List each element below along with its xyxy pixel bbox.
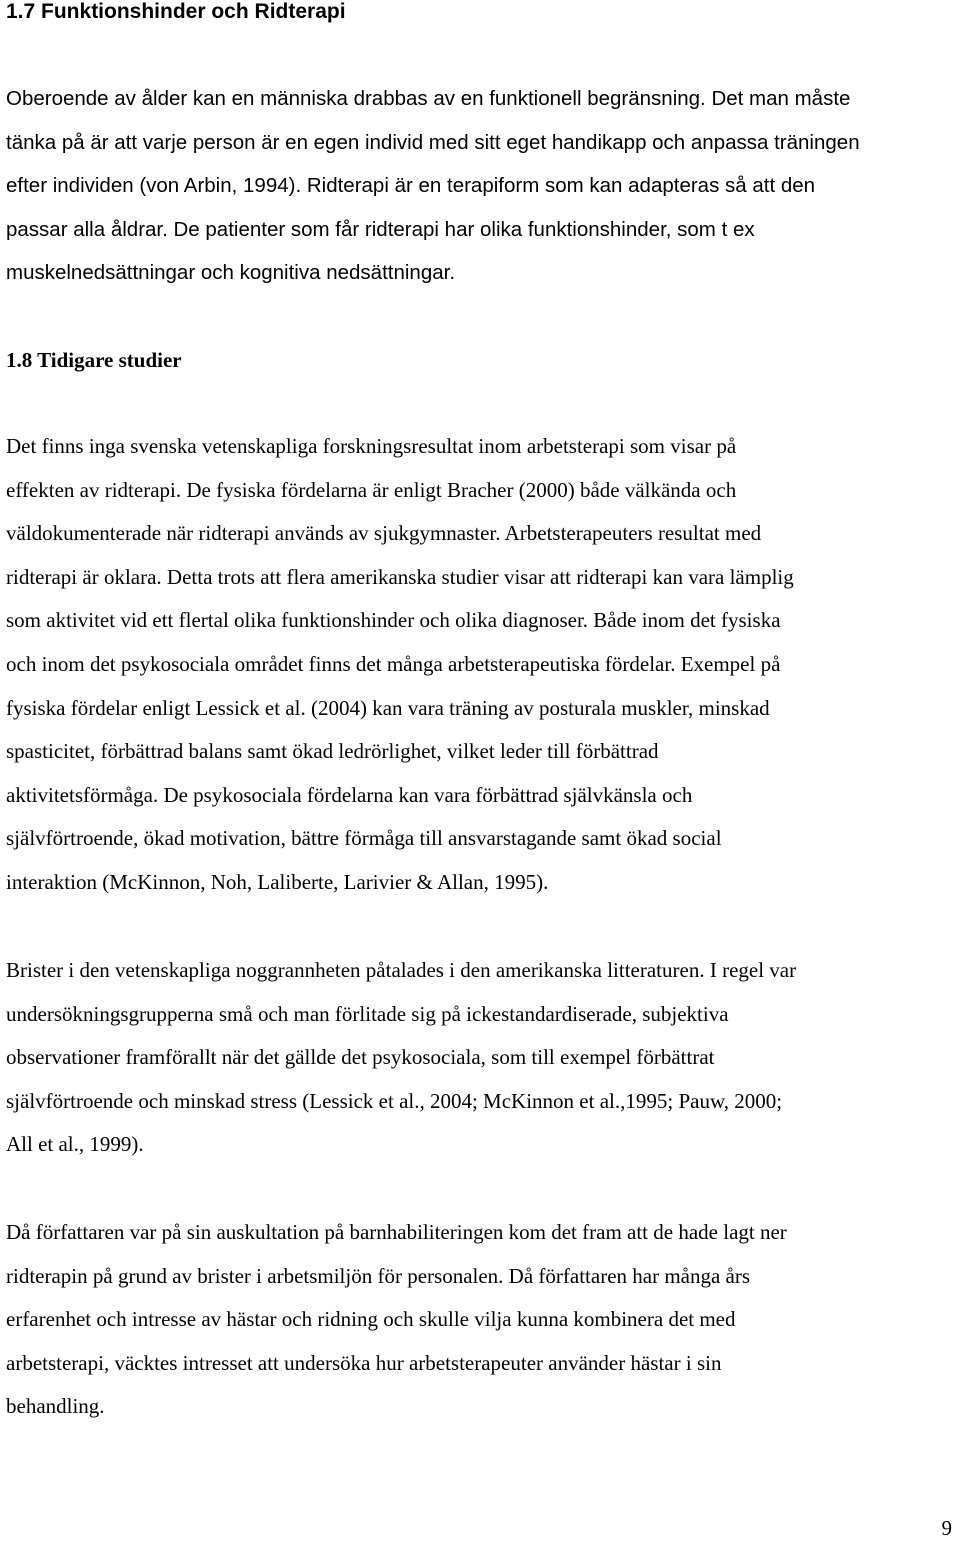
text-line: Då författaren var på sin auskultation på barnhabiliteringen kom det fram att de hade lagt ner — [6, 1220, 787, 1244]
paragraph-1-8-a — [6, 425, 956, 905]
text-line: efter individen (von Arbin, 1994). Ridterapi är en terapiform som kan adapteras så att den — [6, 174, 816, 198]
text-line: självförtroende, ökad motivation, bättre förmåga till ansvarstagande samt ökad social — [6, 826, 722, 851]
text-line: interaktion (McKinnon, Noh, Laliberte, Larivier & Allan, 1995). — [6, 869, 549, 894]
page-number: 9 — [941, 1516, 952, 1540]
text-line: som aktivitet vid ett flertal olika funktionshinder och olika diagnoser. Både inom det fysiska — [6, 608, 781, 633]
document-page — [6, 0, 956, 1543]
text-line: Oberoende av ålder kan en människa drabbas av en funktionell begränsning. Det man måste — [6, 87, 851, 110]
text-line: tänka på är att varje person är en egen individ med sitt eget handikapp och anpassa träningen — [6, 130, 860, 154]
text-line: spasticitet, förbättrad balans samt ökad ledrörlighet, vilket leder till förbättrad — [6, 739, 659, 764]
text-line: erfarenhet och intresse av hästar och ridning och skulle vilja kunna kombinera det med — [6, 1307, 736, 1332]
paragraph-1-7 — [6, 77, 956, 295]
text-line: ridterapin på grund av brister i arbetsmiljön för personalen. Då författaren har många års — [6, 1263, 751, 1288]
text-line: effekten av ridterapi. De fysiska fördelarna är enligt Bracher (2000) både välkända och — [6, 477, 737, 502]
text-line: All et al., 1999). — [6, 1132, 144, 1157]
text-line: behandling. — [6, 1394, 105, 1419]
text-line: väldokumenterade när ridterapi används av sjukgymnaster. Arbetsterapeuters resultat med — [6, 521, 762, 546]
text-line: självförtroende och minskad stress (Lessick et al., 2004; McKinnon et al.,1995; Pauw, 2000; — [6, 1088, 783, 1113]
text-line: muskelnedsättningar och kognitiva nedsättningar. — [6, 261, 456, 285]
paragraph-1-8-b — [6, 949, 956, 1167]
text-line: arbetsterapi, väcktes intresset att undersöka hur arbetsterapeuter använder hästar i sin — [6, 1350, 722, 1375]
text-line: ridterapi är oklara. Detta trots att flera amerikanska studier visar att ridterapi kan vara lämplig — [6, 564, 794, 589]
text-line: aktivitetsförmåga. De psykosociala fördelarna kan vara förbättrad självkänsla och — [6, 782, 693, 807]
text-line: Det finns inga svenska vetenskapliga forskningsresultat inom arbetsterapi som visar på — [6, 434, 737, 458]
text-line: Brister i den vetenskapliga noggrannheten påtalades i den amerikanska litteraturen. I regel var — [6, 958, 797, 982]
text-line: passar alla åldrar. De patienter som får ridterapi har olika funktionshinder, som t ex — [6, 217, 755, 241]
text-line: undersökningsgrupperna små och man förlitade sig på ickestandardiserade, subjektiva — [6, 1001, 729, 1026]
section-heading-1-8: 1.8 Tidigare studier — [6, 348, 182, 372]
section-heading-1-7: 1.7 Funktionshinder och Ridterapi — [6, 0, 346, 23]
paragraph-1-8-c — [6, 1211, 956, 1429]
text-line: fysiska fördelar enligt Lessick et al. (2004) kan vara träning av posturala muskler, minskad — [6, 695, 770, 720]
text-line: observationer framförallt när det gällde det psykosociala, som till exempel förbättrat — [6, 1045, 715, 1070]
text-line: och inom det psykosociala området finns det många arbetsterapeutiska fördelar. Exempel på — [6, 651, 781, 676]
